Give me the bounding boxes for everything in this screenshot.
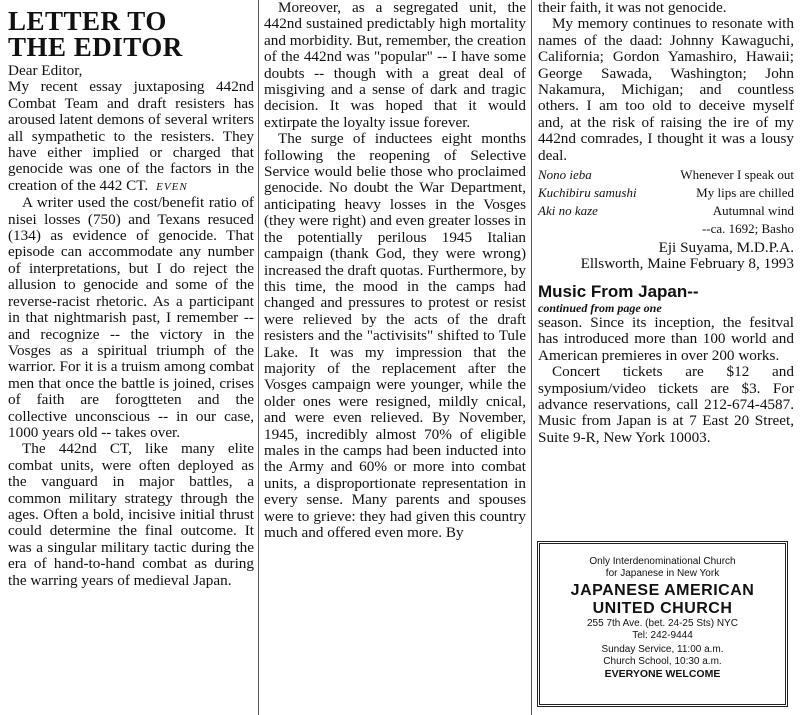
ad-tagline: for Japanese in New York — [605, 568, 720, 579]
headline-line-1: LETTER TO — [8, 6, 167, 36]
haiku-line: Kuchibiru samushi My lips are chilled — [538, 185, 794, 201]
music-paragraph: Concert tickets are $12 and symposium/video tickets are $3. For advance reservations, call 212-674-4587. Music from Japan is at 7 East 20 Street, Suite 9-R, New York 10003. — [538, 363, 794, 446]
haiku — [538, 166, 794, 238]
letter-paragraph: The surge of inductees eight months following the reopening of Selective Service would belie those who proclaimed genocide. No doubt the War Department, anticipating heavy losses in the Vosges (they were right) and even greater losses in the potentially perilous 1945 Italian campaign (thank God, they were wrong) increased the draft quotas. Furthermore, by this time, the mood in the camps had changed and pressures to protest or resist were relieved by the acts of the draft resisters and the "activisits" shifted to Tule Lake. It was my impression that the majority of the replacement after the Vosges campaign were younger, while the older ones were resigned, mildly cnical, and were even relieved. By November, 1945, incredibly almost 70% of eligible males in the camps had been inducted into the Army and 60% or more into combat units, a disproportionate representation in every sense. Many parents and spouses were to grieve: they had given this country much and offered even more. By — [264, 130, 526, 541]
letter-paragraph: A writer used the cost/benefit ratio of nisei losses (750) and Texans resuced (134) as evidence of genocide. That episode can accommodate any number of interpretations, but I do reject the allusion to genocide and some of the reverse-racist rhetoric. As a participant in that nightmarish past, I remember -- and recognize -- the victory in the Vosges as a spiritual triumph of the warrior. For it is a truism among combat men that once the battle is joined, crises of faith are forogtteten and the collective unconscious -- in our case, 1000 years old -- takes over. — [8, 194, 254, 441]
salutation: Dear Editor, — [8, 62, 83, 79]
church-name: JAPANESE AMERICAN — [570, 582, 755, 599]
letter-column-1 — [8, 0, 254, 589]
church-advertisement — [537, 541, 788, 707]
haiku-source: --ca. 1692; Basho — [701, 221, 794, 237]
column-divider — [258, 0, 259, 715]
service-time: Sunday Service, 11:00 a.m. — [601, 644, 724, 655]
ad-tagline: Only Interdenominational Church — [589, 556, 736, 567]
signature-name: Eji Suyama, M.D.P.A. — [658, 239, 794, 257]
letter-headline — [8, 8, 254, 60]
letter-paragraph: My memory continues to resonate with names of the daad: Johnny Kawaguchi, California; Gordon Yamashiro, Hawaii; George Sawada, Washington; John Nakamura, Michigan; and countless others. I am too old to deceive myself and, at the risk of raising the ire of my 442nd comrades, I thought it was a lousy deal. — [538, 15, 794, 164]
letter-column-2 — [264, 0, 526, 541]
haiku-line: Nono ieba Whenever I speak out — [538, 167, 794, 183]
church-phone: Tel: 242-9444 — [632, 630, 693, 641]
letter-column-3 — [538, 0, 794, 446]
signature-place: Ellsworth, Maine February 8, 1993 — [580, 255, 794, 273]
handwritten-note: EVEN — [156, 180, 188, 193]
school-time: Church School, 10:30 a.m. — [603, 656, 722, 667]
column-divider — [531, 0, 532, 715]
music-headline: Music From Japan-- — [538, 281, 699, 301]
music-paragraph: season. Since its inception, the fesitval has introduced more than 100 world and American premieres in over 200 works. — [538, 313, 794, 364]
church-address: 255 7th Ave. (bet. 24-25 Sts) NYC — [586, 618, 738, 629]
letter-paragraph: Moreover, as a segregated unit, the 442nd sustained predictably high mortality and morbidity. But, remember, the creation of the 442nd was "popular" -- I have some doubts -- though with a great deal of misgiving and a sense of dark and tragic decision. It was hoped that it would extirpate the loyalty issue forever. — [264, 0, 526, 131]
letter-paragraph: The 442nd CT, like many elite combat units, were often deployed as the vanguard in major battles, a common military strategy through the ages. Often a bold, incisive initial thrust could determine the final outcome. It was a singular military tactic during the era of hand-to-hand combat as during the warring years of medieval Japan. — [8, 440, 254, 589]
haiku-line: Aki no kaze Autumnal wind — [538, 203, 794, 219]
letter-paragraph: My recent essay juxtaposing 442nd Combat Team and draft resisters has aroused latent demons of several writers all sympathetic to the resisters. They have either implied or charged that genocide was one of the factors in the creation of the 442 CT. EVEN — [8, 78, 254, 194]
headline-line-2: THE EDITOR — [8, 32, 183, 62]
continued-note: continued from page one — [538, 300, 662, 315]
welcome-text: EVERYONE WELCOME — [604, 668, 721, 680]
letter-continuation: their faith, it was not genocide. — [538, 0, 727, 16]
church-name: UNITED CHURCH — [592, 600, 733, 617]
